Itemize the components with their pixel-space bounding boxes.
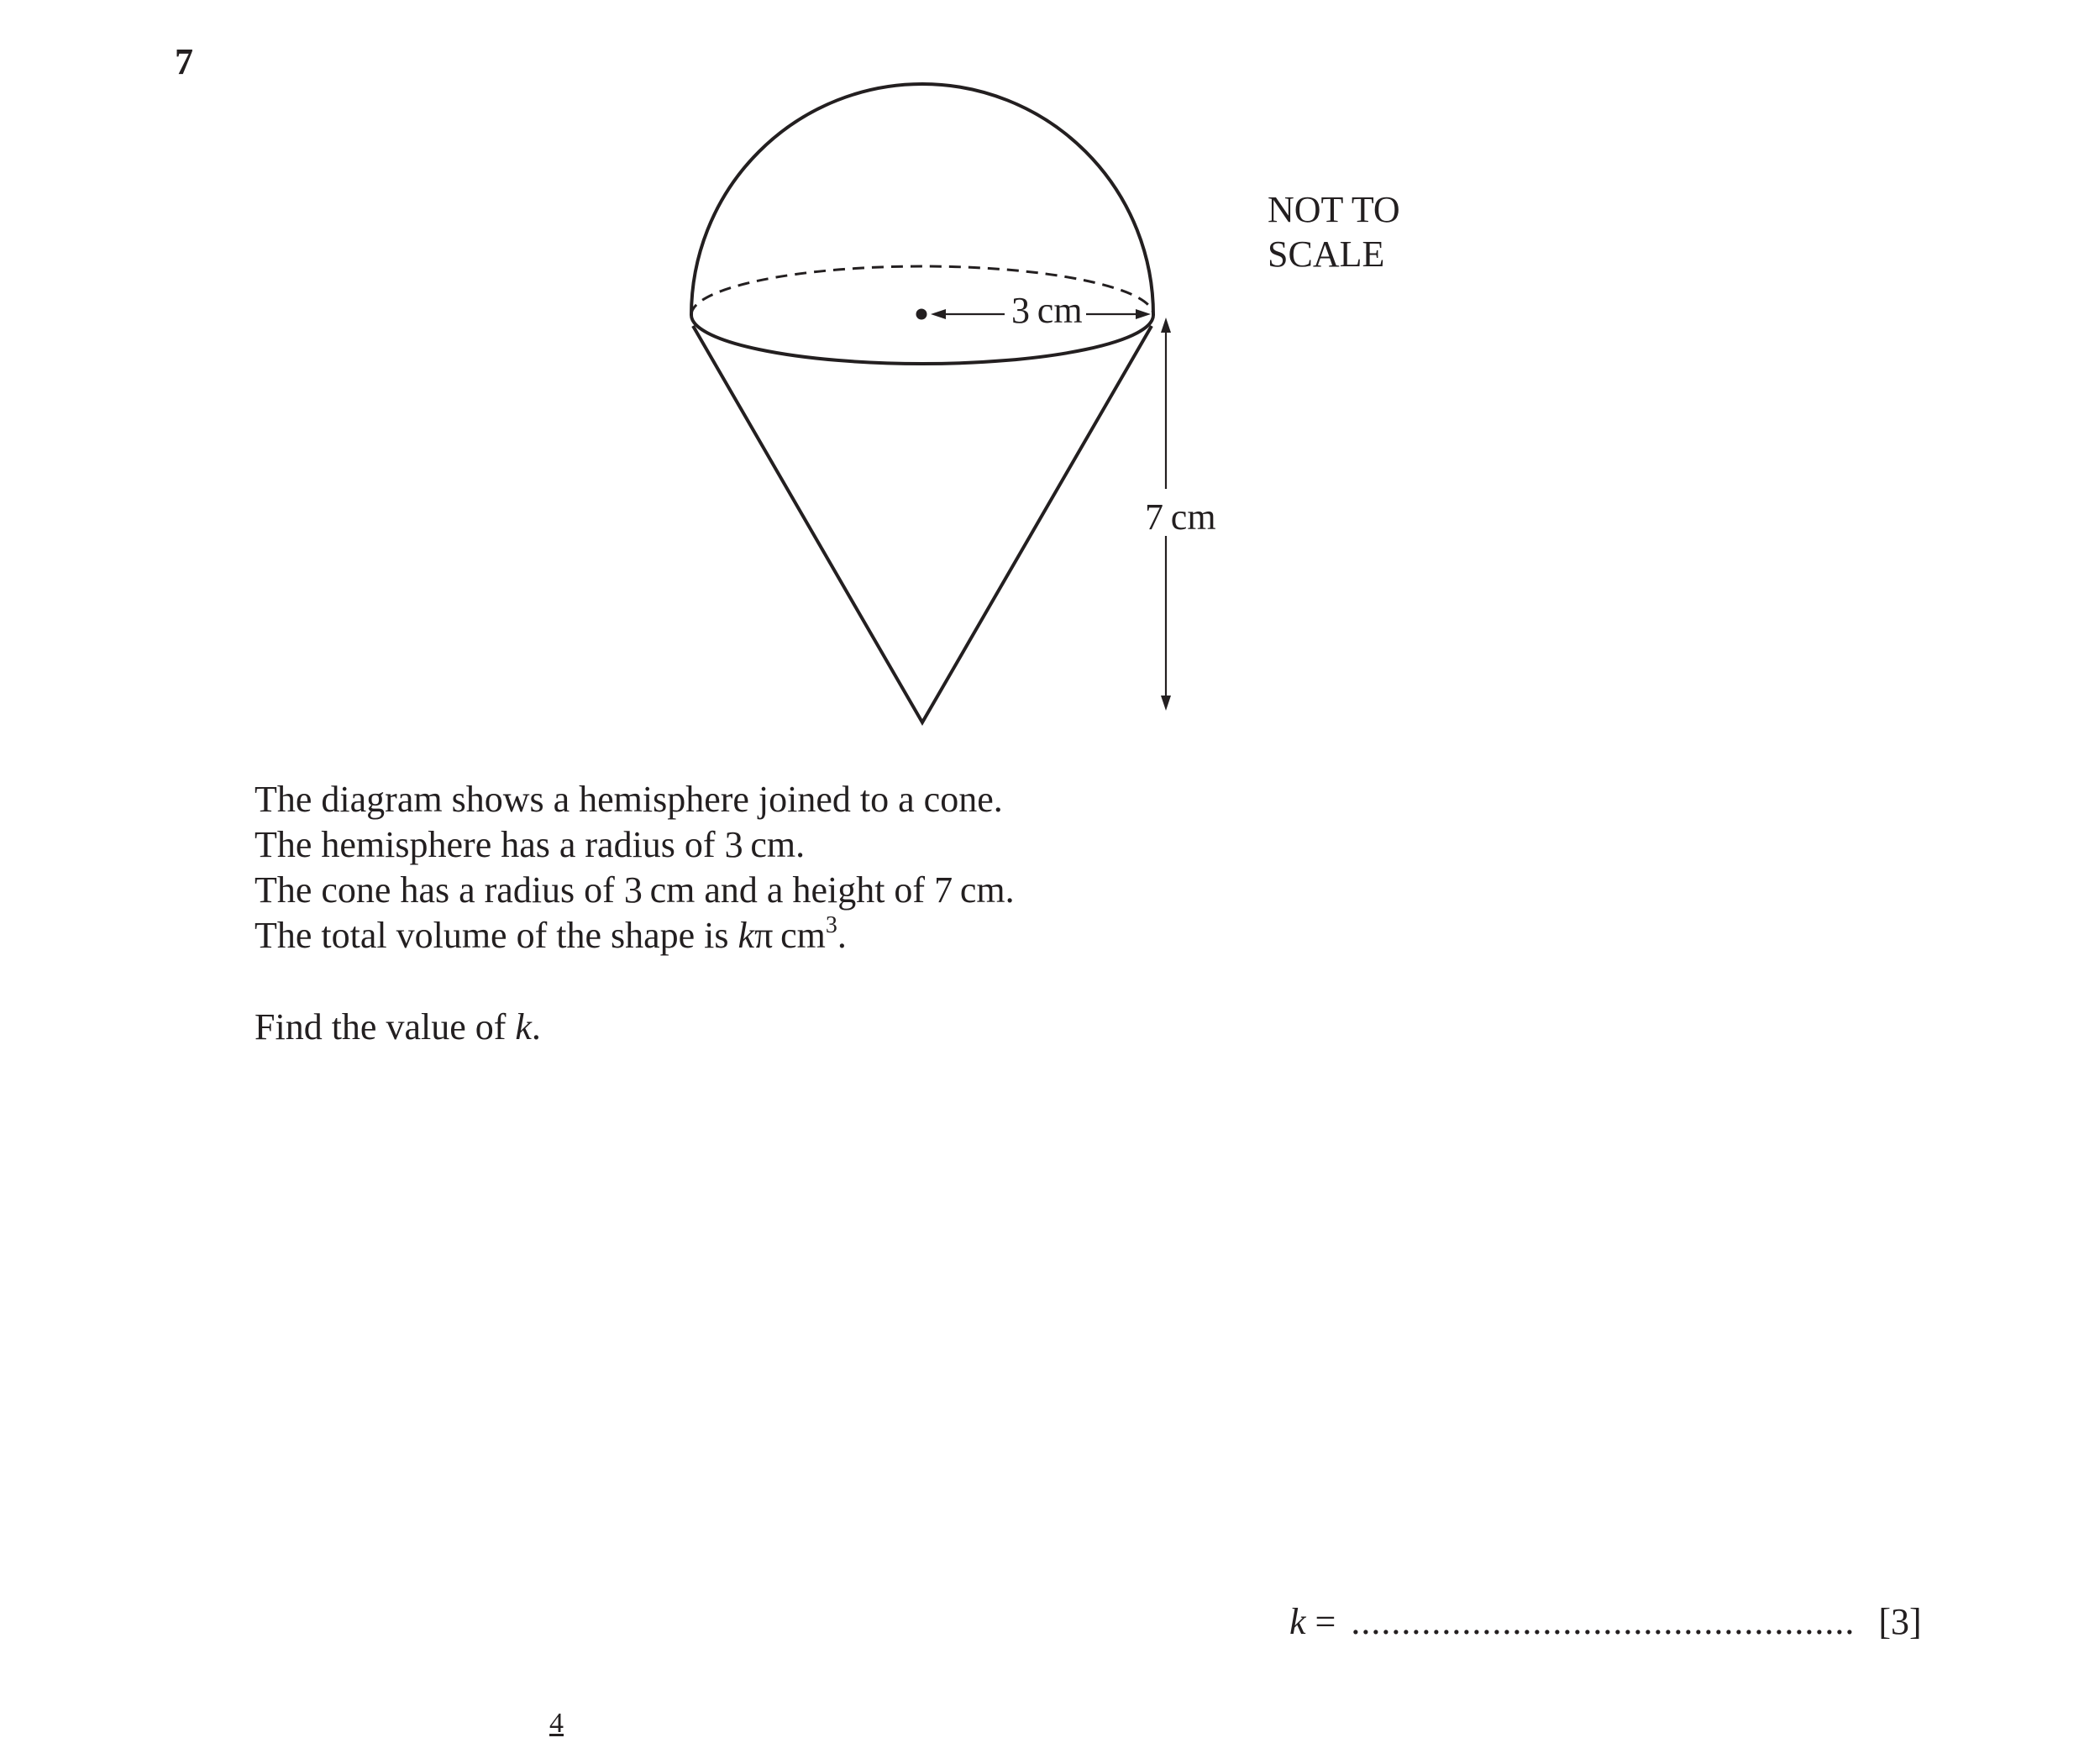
height-arrowhead-bottom [1161,696,1171,711]
radius-arrowhead-left [931,309,946,319]
question-number: 7 [175,41,193,82]
task-end: . [531,1006,541,1047]
paragraph-gap [255,958,1015,1005]
marks-label: [3] [1878,1601,1922,1642]
answer-equals: = [1305,1601,1336,1642]
centre-point [916,309,927,320]
height-label: 7 cm [1145,496,1216,538]
question-line-3: The cone has a radius of 3 cm and a height of 7 cm. [255,869,1015,911]
volume-end: . [837,915,847,956]
question-line-1: The diagram shows a hemisphere joined to a cone. [255,779,1003,820]
hemisphere-rim-front [691,315,1153,364]
answer-var: k [1289,1601,1306,1642]
task-prefix: Find the value of [255,1006,516,1047]
volume-var: k [738,915,755,956]
volume-pi: π [754,915,774,956]
task-var: k [515,1006,532,1047]
answer-dots[interactable]: .................................................. [1351,1601,1856,1642]
volume-prefix: The total volume of the shape is [255,915,738,956]
question-line-2: The hemisphere has a radius of 3 cm. [255,824,806,865]
volume-exponent: 3 [825,912,837,938]
volume-unit: cm [773,915,826,956]
question-line-4 [255,913,1015,958]
answer-line [1289,1600,1922,1643]
question-text [255,777,1015,1050]
not-to-scale-line2: SCALE [1268,234,1385,275]
radius-arrowhead-right [1136,309,1151,319]
question-task [255,1005,1015,1050]
not-to-scale-line1: NOT TO [1268,189,1400,230]
cone-outline [693,326,1152,722]
page-number: 4 [549,1708,564,1739]
height-arrowhead-top [1161,318,1171,333]
radius-label: 3 cm [1011,290,1083,331]
hemisphere-rim-hidden [691,266,1153,315]
